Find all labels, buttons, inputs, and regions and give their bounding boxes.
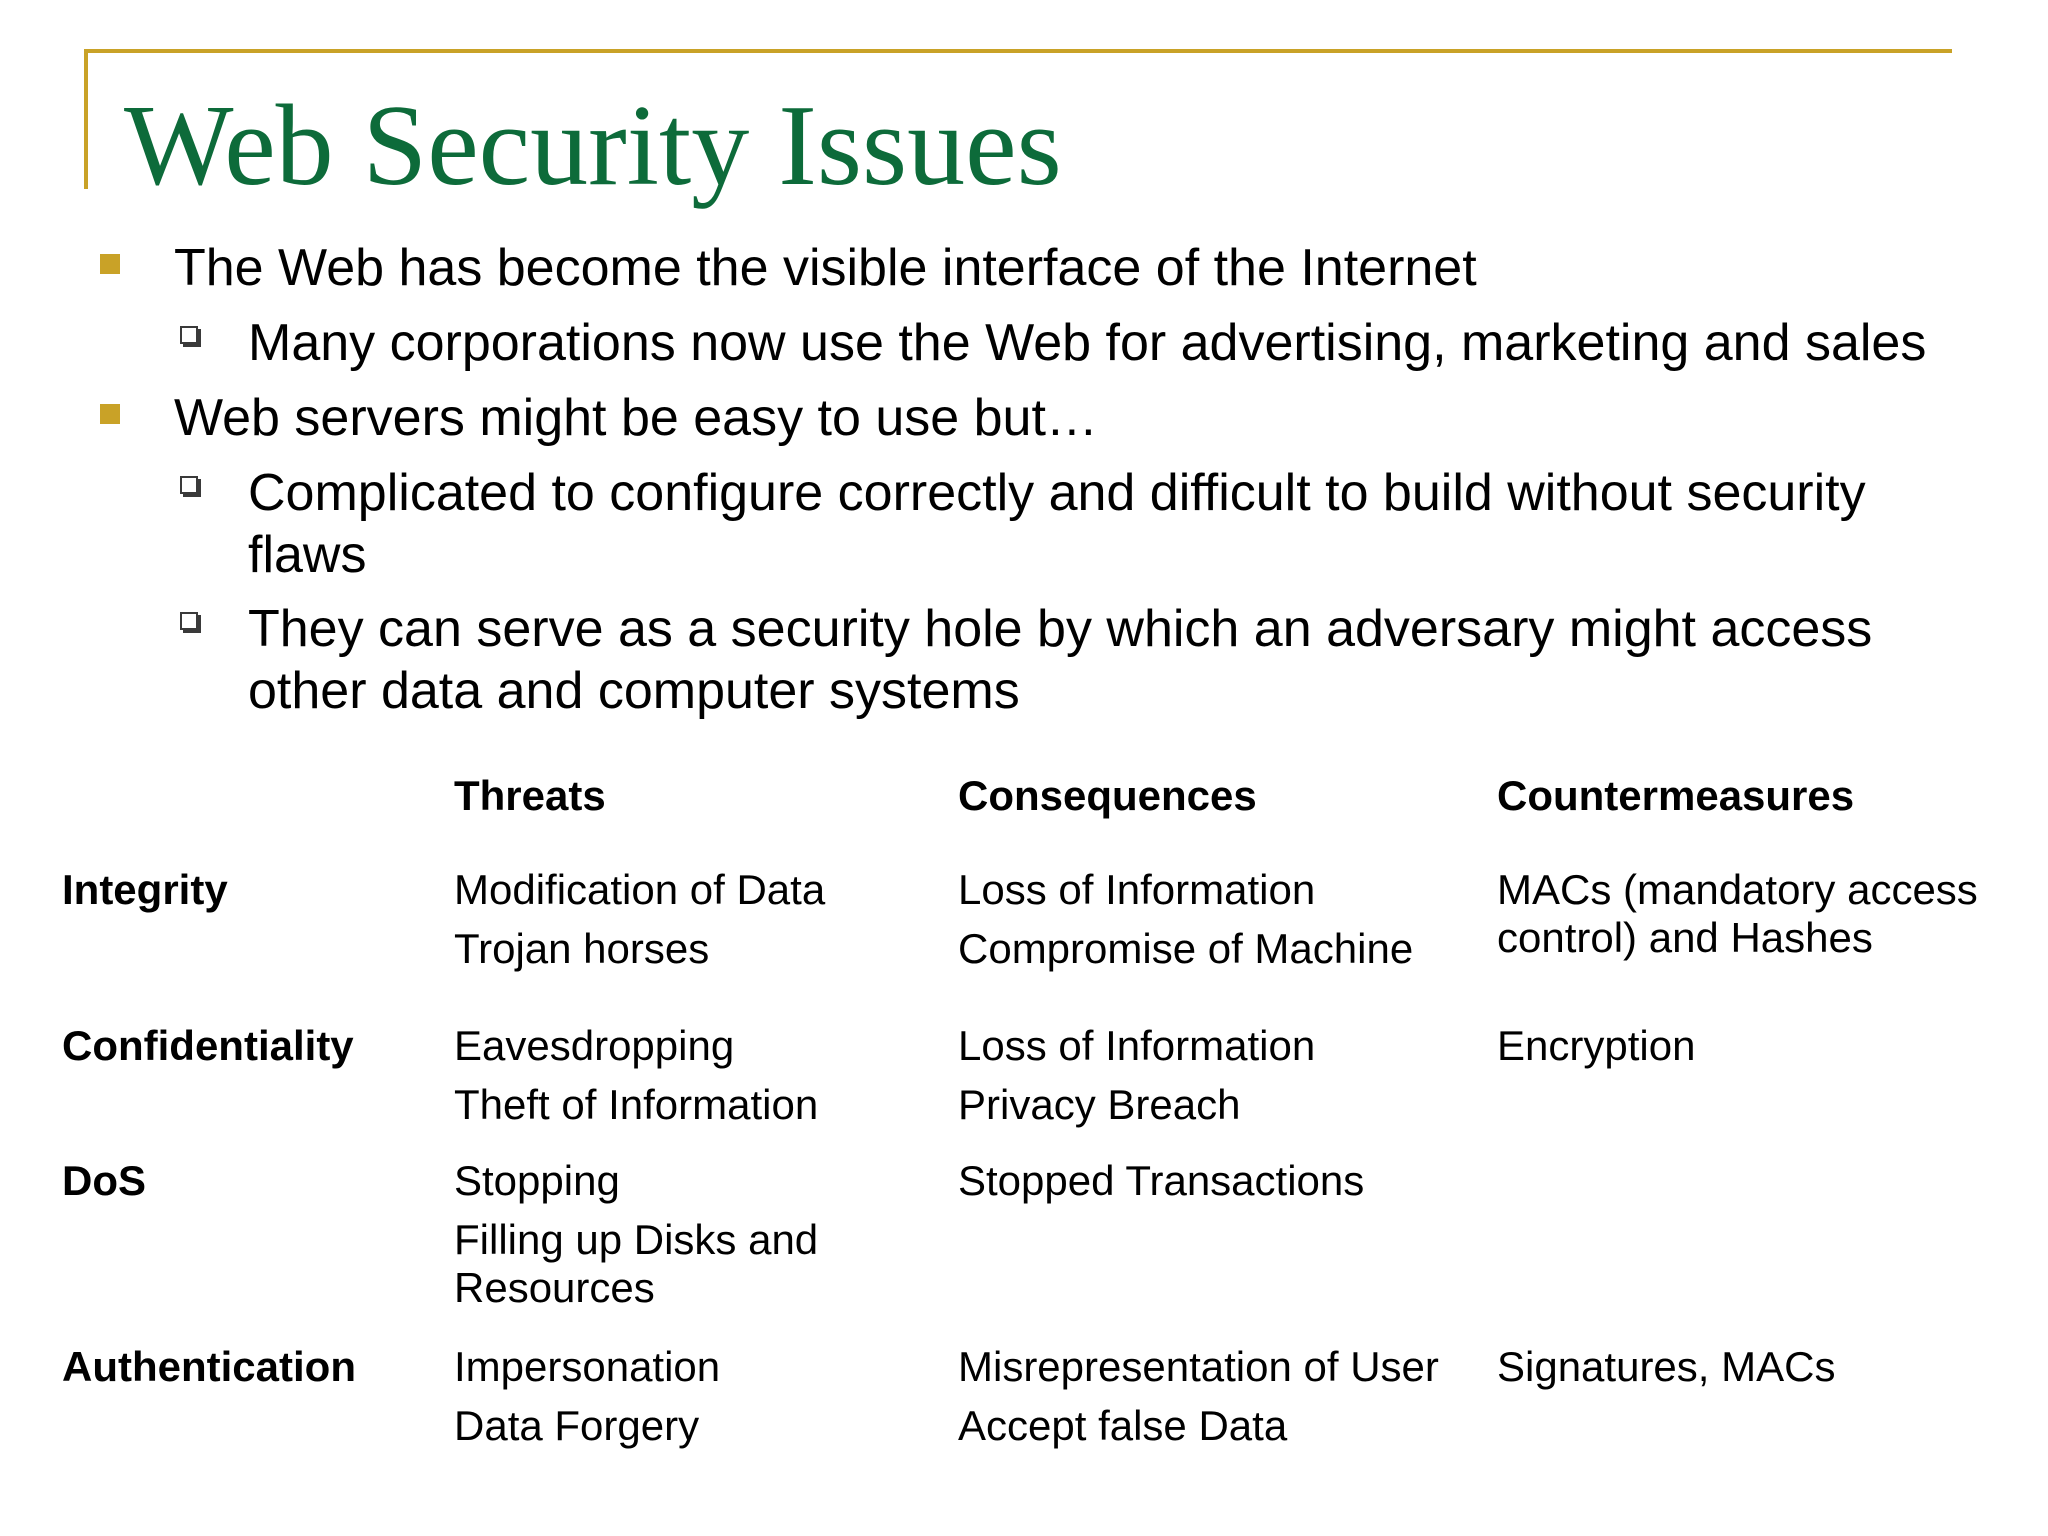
countermeasures-cell	[1497, 1022, 1695, 1070]
countermeasures-cell	[1497, 1343, 1835, 1391]
consequence-item: Loss of Information	[958, 1022, 1316, 1069]
threats-cell	[454, 1343, 720, 1450]
row-label-dos: DoS	[62, 1157, 146, 1204]
countermeasures-cell	[1497, 866, 1978, 962]
threat-item: Resources	[454, 1264, 655, 1311]
row-label-confidentiality: Confidentiality	[62, 1022, 354, 1069]
slide-title: Web Security Issues	[124, 82, 1062, 210]
hollow-square-bullet-icon	[180, 326, 198, 344]
threat-item: Eavesdropping	[454, 1022, 735, 1069]
consequences-cell	[958, 1157, 1364, 1205]
bullet-text: The Web has become the visible interface of the Internet	[174, 239, 1477, 297]
countermeasure-item: control) and Hashes	[1497, 914, 1873, 961]
consequence-item: Privacy Breach	[958, 1081, 1241, 1128]
threat-item: Stopping	[454, 1157, 620, 1204]
threats-cell	[454, 1022, 818, 1129]
threats-cell	[454, 1157, 818, 1312]
consequences-cell	[958, 866, 1413, 973]
row-label-integrity: Integrity	[62, 866, 228, 913]
threats-cell	[454, 866, 825, 973]
threat-item: Theft of Information	[454, 1081, 819, 1128]
countermeasure-item: Encryption	[1497, 1022, 1696, 1069]
countermeasure-item: MACs (mandatory access	[1497, 866, 1978, 913]
consequence-item: Loss of Information	[958, 866, 1316, 913]
consequence-item: Stopped Transactions	[958, 1157, 1365, 1204]
threat-item: Filling up Disks and	[454, 1216, 819, 1263]
column-header-countermeasures: Countermeasures	[1497, 772, 1855, 819]
column-header-consequences: Consequences	[958, 772, 1257, 819]
frame-top-rule	[84, 49, 1952, 53]
consequence-item: Accept false Data	[958, 1402, 1288, 1449]
frame-left-rule	[84, 49, 88, 189]
square-bullet-icon	[100, 404, 120, 424]
column-header-threats: Threats	[454, 772, 606, 819]
consequence-item: Misrepresentation of User	[958, 1343, 1439, 1390]
sub-bullet-text: Complicated to configure correctly and difficult to build without security flaws	[248, 464, 1866, 584]
threat-item: Trojan horses	[454, 925, 710, 972]
hollow-square-bullet-icon	[180, 612, 198, 630]
sub-bullet-text: Many corporations now use the Web for advertising, marketing and sales	[248, 314, 1927, 372]
consequences-cell	[958, 1022, 1315, 1129]
consequence-item: Compromise of Machine	[958, 925, 1414, 972]
row-label-authentication: Authentication	[62, 1343, 356, 1390]
hollow-square-bullet-icon	[180, 476, 198, 494]
square-bullet-icon	[100, 254, 120, 274]
countermeasure-item: Signatures, MACs	[1497, 1343, 1836, 1390]
threat-item: Modification of Data	[454, 866, 826, 913]
bullet-text: Web servers might be easy to use but…	[174, 389, 1098, 447]
sub-bullet-text: They can serve as a security hole by which an adversary might access other data and computer systems	[248, 600, 1873, 720]
consequences-cell	[958, 1343, 1439, 1450]
threat-item: Data Forgery	[454, 1402, 700, 1449]
threat-item: Impersonation	[454, 1343, 721, 1390]
